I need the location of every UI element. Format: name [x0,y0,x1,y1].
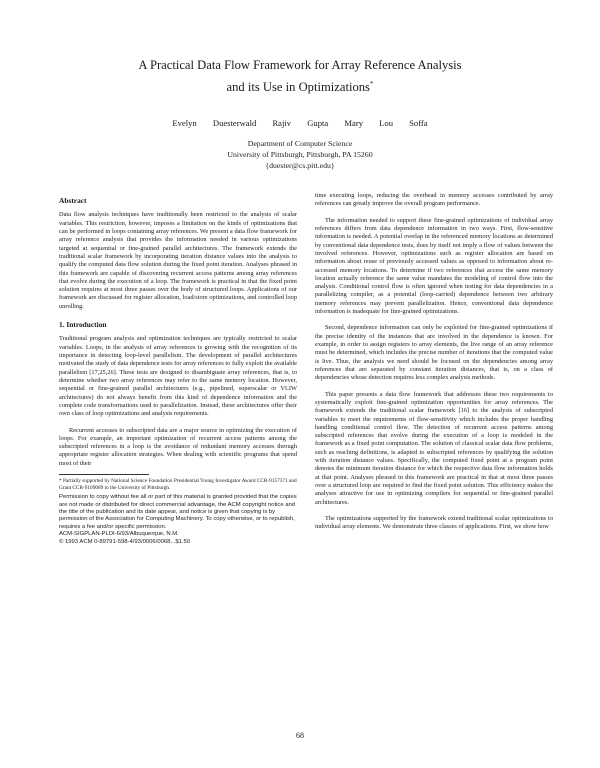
intro-paragraph-2: Recurrent accesses to subscripted data are a major source in optimizing the execution of loops. For example, an important optimization of recurrent access patterns among the subscripted references in a loop is the avoidance of redundant memory accesses through appropriate register allocation strategies. When dealing with scientific programs that spend most of their [59,426,297,467]
body-paragraph: Second, dependence information can only be exploited for fine-grained optimizations if the precise identity of the instances that are involved in the dependence is known. For example, in order to assign registers to array elements, the live range of an array reference must be determined, which includes the precise number of iterations that the computed value is live. Thus, the analysis we need should be focused on the dependencies among array references that are separated by constant iteration distances, that is, on a class of dependencies whose detection requires less complex analysis methods. [315,324,553,382]
conference-line: ACM-SIGPLAN-PLDI-6/93/Albuquerque, N.M. [59,531,179,538]
page-number: 68 [296,731,304,740]
intro-paragraph-1: Traditional program analysis and optimization techniques are typically restricted to scalar variables. Loops, in the analysis of array references is growing with the recognition of its importance in detecting loop-level parallelism. The development of parallel architectures motivated the study of data dependence tests for array references to fully exploit the available parallelism [17,25,26]. These tests are designed to disambiguate array references, that is, to determine whether two array references may refer to the same memory location. However, sequential or fine-grained parallel architectures (e.g., pipelined, superscalar or VLIW architectures) do not always benefit from this kind of dependence information and the complete code transformations used to parallelization. Instead, these architectures offer their own class of loop optimizations and analysis requirements. [59,335,297,418]
author-name: Evelyn Duesterwald [172,118,257,128]
university: University of Pittsburgh, Pittsburgh, PA 15260 [227,150,373,160]
title-line-1: A Practical Data Flow Framework for Array Reference Analysis [138,58,462,72]
author-list [60,118,540,128]
abstract-text: Data flow analysis techniques have traditionally been restricted to the analysis of scalar variables. This restriction, however, imposes a limitation on the kinds of optimizations that can be performed in loops containing array references. We present a data flow framework for array reference analysis that provides the information needed in various optimizations targeted at sequential or fine-grained parallel architectures. The framework extends the traditional scalar framework by incorporating iteration distance values into the analysis to qualify the computed data flow solution during the fixed point iteration. Analyses phrased in this framework are capable of discovering recurrent access patterns among array references that evolve during the execution of a loop. The framework is practical in that the fixed point solution requires at most three passes over the body of structured loops. Applications of our framework are discussed for register allocation, load/store optimizations, and controlled loop unrolling. [59,211,297,310]
title-line-2: and its Use in Optimizations [226,80,370,95]
intro-heading: 1. Introduction [59,320,107,330]
author-name: Rajiv Gupta [272,118,329,128]
left-column [59,197,297,546]
body-paragraph: This paper presents a data flow framework that addresses these two requirements to systematically exploit fine-grained optimization opportunities for array references. The framework extends the traditional scalar framework [16] to the analysis of subscripted variables to meet the requirements of flow-sensitivity which includes the proper handling handling conditional control flow. The detection of recurrent access patterns among subscripted references that evolve during the execution of a loop is modeled in the framework as a fixed point computation. The solution of classical scalar data flow problems, such as reaching definitions, is adapted to subscripted references by qualifying the solution with iteration distance values. Specifically, the computed fixed point at a program point denotes the minimum iteration distance for which the respective data flow information holds at that point. Analyses phrased in this framework are practical in that at most three passes over a structured loop are required to find the fixed point solution. This efficiency makes the analyses attractive for use in optimizing compilers for sequential or fine-grained parallel architectures. [315,390,553,506]
copyright-line: © 1993 ACM 0-89791-598-4/93/0006/0068...$1.50 [59,538,191,545]
paper-title [60,56,540,97]
abstract-heading: Abstract [59,196,87,205]
body-paragraph: The information needed to support these fine-grained optimizations of individual array references differs from data dependence information in two ways. First, flow-sensitive information is needed. A potential overlap in the referenced memory locations as determined by conventional data dependence tests, does by itself not imply a flow of values between the involved references. However, optimizations such as register allocation are based on information about reuse of previously accessed values as opposed to information about re-accessed memory locations. To determine if two references that access the same memory location actually reference the same value mandates the modeling of control flow into the analysis. Conditional control flow is often ignored when testing for data dependencies in a parallelizing compiler, as a potential (loop-carried) dependence between two arbitrary memory references may prevent parallelization. Hence, conventional data dependence information is inadequate for fine-grained optimizations. [315,216,553,316]
affiliation [60,138,540,172]
author-name: Mary Lou Soffa [344,118,428,128]
footnote-rule [59,474,149,475]
permission-notice: Permission to copy without fee all or part of this material is granted provided that the copies are not made or distributed for direct commercial advantage, the ACM copyright notice and the title of the publication and its date appear, and notice is given that copying is by permission of the Association for Computing Machinery. To copy otherwise, or to republish, requires a fee and/or specific permission. [59,494,297,530]
body-paragraph: The optimizations supported by the framework extend traditional scalar optimizations to individual array elements. We demonstrate three classes of applications. First, we show how [315,514,553,531]
department: Department of Computer Science [247,139,353,148]
author-email: {duester@cs.pitt.edu} [265,161,335,171]
title-footnote-mark: * [369,80,374,88]
body-paragraph: time executing loops, reducing the overhead in memory accesses contributed by array references can greatly improve the overall program performance. [315,192,553,208]
footnote: * Partially supported by National Science Foundation Presidential Young Investigator Award CCR-9157371 and Grant CCR-9109089 to the University of Pittsburgh. [59,478,297,491]
right-column [315,192,553,532]
